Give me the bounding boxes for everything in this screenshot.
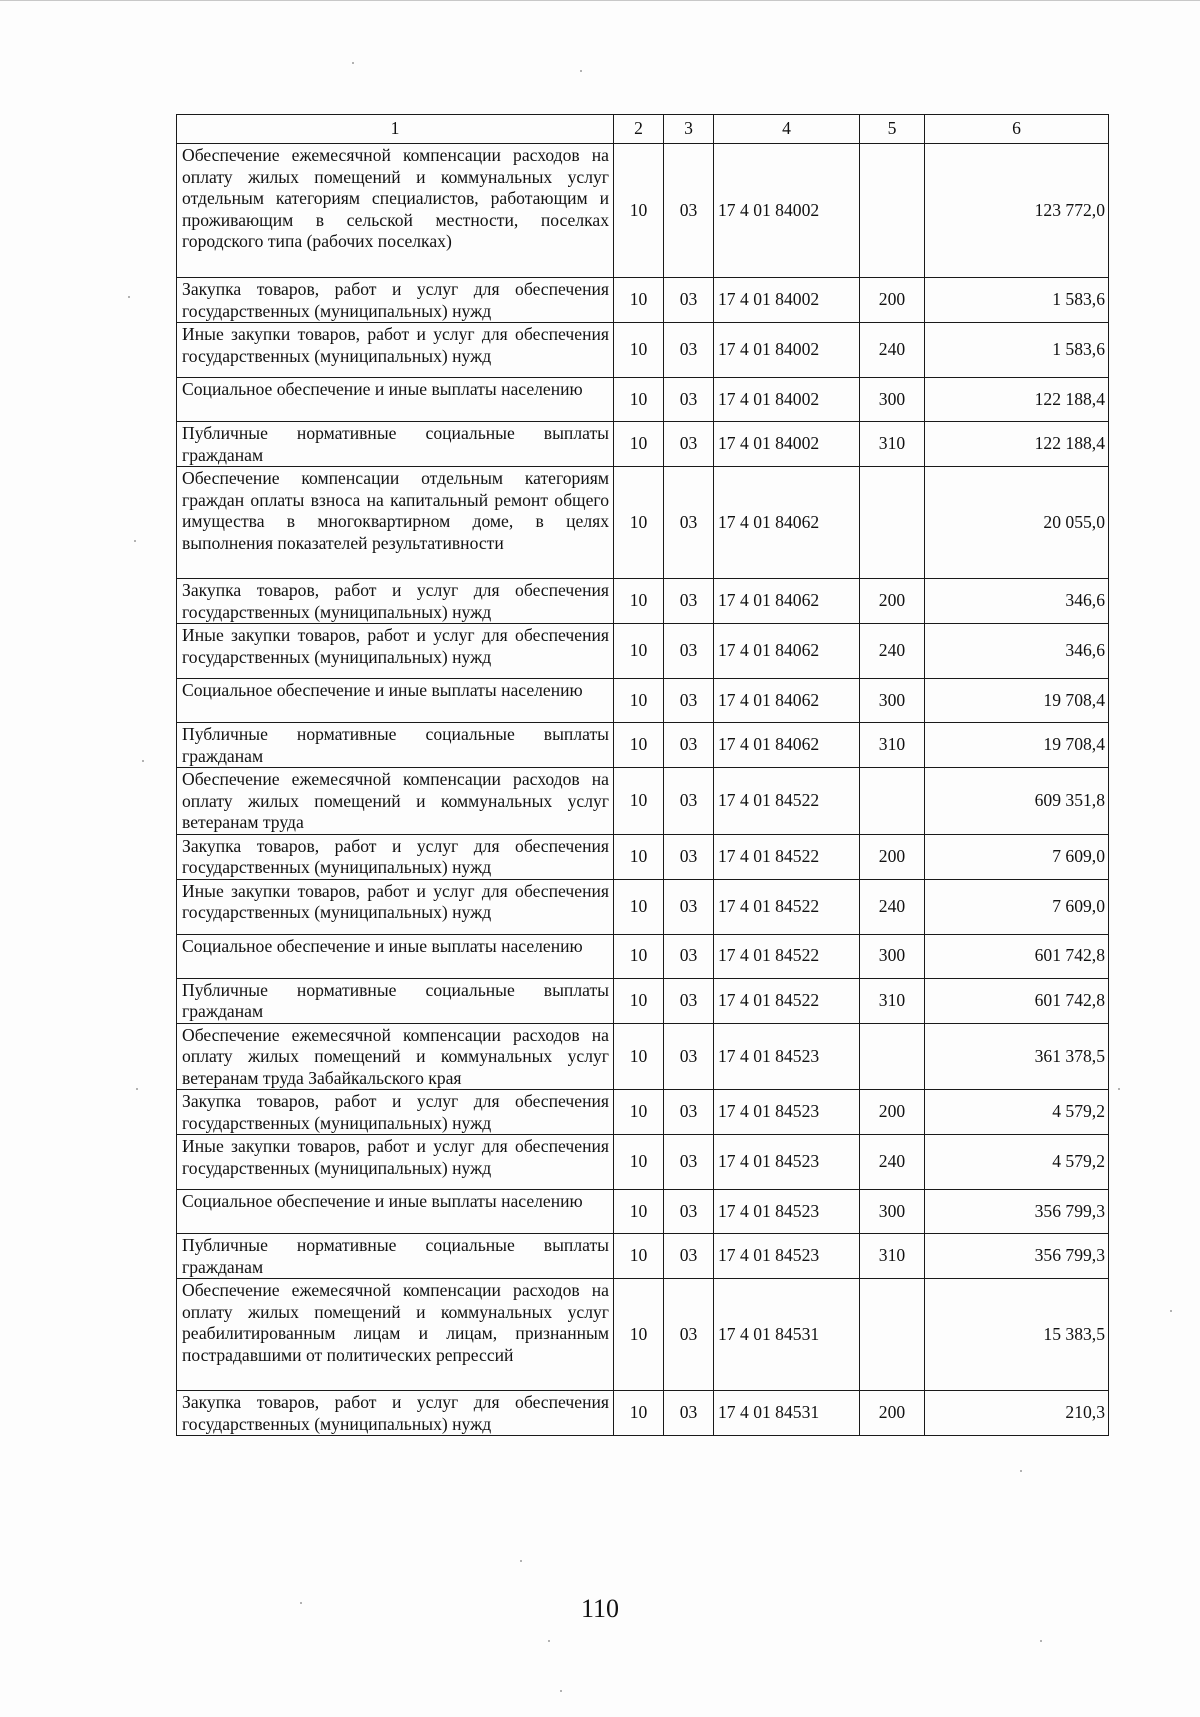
row-section-cell: 10 xyxy=(614,1090,664,1135)
row-section-cell: 10 xyxy=(614,679,664,723)
row-target-code-cell: 17 4 01 84002 xyxy=(714,144,860,278)
row-target-code-cell: 17 4 01 84523 xyxy=(714,1234,860,1279)
table-row xyxy=(177,1135,1109,1190)
row-subsection-cell: 03 xyxy=(664,879,714,934)
row-subsection-cell: 03 xyxy=(664,934,714,978)
row-name-cell: Публичные нормативные социальные выплаты гражданам xyxy=(177,422,614,467)
row-subsection-cell: 03 xyxy=(664,624,714,679)
row-target-code-cell: 17 4 01 84531 xyxy=(714,1391,860,1436)
row-amount-cell: 123 772,0 xyxy=(925,144,1109,278)
row-name-cell: Социальное обеспечение и иные выплаты населению xyxy=(177,1190,614,1234)
row-section-cell: 10 xyxy=(614,1234,664,1279)
row-expense-type-cell: 310 xyxy=(860,1234,925,1279)
row-expense-type-cell: 310 xyxy=(860,422,925,467)
row-name-cell: Обеспечение ежемесячной компенсации расходов на оплату жилых помещений и коммунальных услуг отдельным категориям специалистов, работающим и проживающим в сельской местности, поселках городского типа (рабочих поселках) xyxy=(177,144,614,278)
row-amount-cell: 1 583,6 xyxy=(925,278,1109,323)
row-amount-cell: 356 799,3 xyxy=(925,1190,1109,1234)
row-amount-cell: 210,3 xyxy=(925,1391,1109,1436)
scan-speck xyxy=(1040,1640,1042,1642)
row-subsection-cell: 03 xyxy=(664,422,714,467)
table-row xyxy=(177,378,1109,422)
row-name-cell: Публичные нормативные социальные выплаты гражданам xyxy=(177,978,614,1023)
row-amount-cell: 20 055,0 xyxy=(925,467,1109,579)
row-amount-cell: 356 799,3 xyxy=(925,1234,1109,1279)
page-number: 110 xyxy=(580,1594,620,1623)
row-subsection-cell: 03 xyxy=(664,278,714,323)
row-target-code-cell: 17 4 01 84522 xyxy=(714,934,860,978)
row-target-code-cell: 17 4 01 84523 xyxy=(714,1190,860,1234)
row-subsection-cell: 03 xyxy=(664,1190,714,1234)
table-row xyxy=(177,934,1109,978)
row-expense-type-cell: 300 xyxy=(860,1190,925,1234)
row-target-code-cell: 17 4 01 84523 xyxy=(714,1023,860,1090)
row-amount-cell: 1 583,6 xyxy=(925,323,1109,378)
table-row xyxy=(177,624,1109,679)
row-expense-type-cell: 200 xyxy=(860,579,925,624)
table-row xyxy=(177,768,1109,835)
row-amount-cell: 4 579,2 xyxy=(925,1090,1109,1135)
row-name-cell: Иные закупки товаров, работ и услуг для обеспечения государственных (муниципальных) нужд xyxy=(177,323,614,378)
row-section-cell: 10 xyxy=(614,934,664,978)
row-amount-cell: 601 742,8 xyxy=(925,978,1109,1023)
scan-speck xyxy=(142,760,144,762)
scan-speck xyxy=(520,1560,522,1562)
scan-speck xyxy=(1020,1470,1022,1472)
row-section-cell: 10 xyxy=(614,768,664,835)
table-row xyxy=(177,1391,1109,1436)
row-section-cell: 10 xyxy=(614,378,664,422)
row-target-code-cell: 17 4 01 84522 xyxy=(714,768,860,835)
table-header xyxy=(177,115,1109,144)
scan-speck xyxy=(134,540,136,542)
row-expense-type-cell xyxy=(860,467,925,579)
row-name-cell: Обеспечение ежемесячной компенсации расходов на оплату жилых помещений и коммунальных услуг ветеранам труда xyxy=(177,768,614,835)
row-subsection-cell: 03 xyxy=(664,1234,714,1279)
table-row xyxy=(177,144,1109,278)
row-amount-cell: 15 383,5 xyxy=(925,1279,1109,1391)
row-name-cell: Публичные нормативные социальные выплаты гражданам xyxy=(177,1234,614,1279)
row-subsection-cell: 03 xyxy=(664,834,714,879)
row-amount-cell: 361 378,5 xyxy=(925,1023,1109,1090)
row-name-cell: Иные закупки товаров, работ и услуг для обеспечения государственных (муниципальных) нужд xyxy=(177,624,614,679)
row-section-cell: 10 xyxy=(614,978,664,1023)
row-amount-cell: 346,6 xyxy=(925,579,1109,624)
table-row xyxy=(177,1279,1109,1391)
scan-speck xyxy=(1118,1088,1120,1090)
row-subsection-cell: 03 xyxy=(664,1135,714,1190)
header-col-1: 1 xyxy=(177,115,614,144)
row-expense-type-cell: 200 xyxy=(860,834,925,879)
row-section-cell: 10 xyxy=(614,278,664,323)
row-amount-cell: 7 609,0 xyxy=(925,834,1109,879)
scan-top-edge xyxy=(0,0,1200,5)
row-subsection-cell: 03 xyxy=(664,679,714,723)
header-col-6: 6 xyxy=(925,115,1109,144)
row-subsection-cell: 03 xyxy=(664,579,714,624)
row-section-cell: 10 xyxy=(614,323,664,378)
table-row xyxy=(177,1090,1109,1135)
row-section-cell: 10 xyxy=(614,1190,664,1234)
row-amount-cell: 4 579,2 xyxy=(925,1135,1109,1190)
row-name-cell: Закупка товаров, работ и услуг для обеспечения государственных (муниципальных) нужд xyxy=(177,1090,614,1135)
row-section-cell: 10 xyxy=(614,834,664,879)
row-subsection-cell: 03 xyxy=(664,144,714,278)
scan-speck xyxy=(352,62,354,64)
table-row xyxy=(177,978,1109,1023)
row-target-code-cell: 17 4 01 84522 xyxy=(714,978,860,1023)
row-section-cell: 10 xyxy=(614,624,664,679)
row-expense-type-cell: 200 xyxy=(860,278,925,323)
table-row xyxy=(177,1234,1109,1279)
row-expense-type-cell: 240 xyxy=(860,1135,925,1190)
row-subsection-cell: 03 xyxy=(664,1279,714,1391)
row-expense-type-cell: 310 xyxy=(860,723,925,768)
row-name-cell: Обеспечение ежемесячной компенсации расходов на оплату жилых помещений и коммунальных услуг реабилитированным лицам и лицам, признанным пострадавшими от политических репрессий xyxy=(177,1279,614,1391)
row-section-cell: 10 xyxy=(614,1135,664,1190)
row-expense-type-cell: 240 xyxy=(860,323,925,378)
row-name-cell: Закупка товаров, работ и услуг для обеспечения государственных (муниципальных) нужд xyxy=(177,579,614,624)
row-name-cell: Закупка товаров, работ и услуг для обеспечения государственных (муниципальных) нужд xyxy=(177,834,614,879)
row-name-cell: Иные закупки товаров, работ и услуг для обеспечения государственных (муниципальных) нужд xyxy=(177,879,614,934)
row-expense-type-cell: 310 xyxy=(860,978,925,1023)
row-section-cell: 10 xyxy=(614,422,664,467)
row-section-cell: 10 xyxy=(614,1391,664,1436)
header-row xyxy=(177,115,1109,144)
table-row xyxy=(177,323,1109,378)
row-target-code-cell: 17 4 01 84062 xyxy=(714,624,860,679)
row-amount-cell: 7 609,0 xyxy=(925,879,1109,934)
row-amount-cell: 346,6 xyxy=(925,624,1109,679)
row-subsection-cell: 03 xyxy=(664,323,714,378)
row-target-code-cell: 17 4 01 84523 xyxy=(714,1090,860,1135)
row-section-cell: 10 xyxy=(614,1279,664,1391)
row-expense-type-cell: 200 xyxy=(860,1391,925,1436)
table-row xyxy=(177,422,1109,467)
row-section-cell: 10 xyxy=(614,1023,664,1090)
table-row xyxy=(177,1190,1109,1234)
row-name-cell: Публичные нормативные социальные выплаты гражданам xyxy=(177,723,614,768)
table-row xyxy=(177,879,1109,934)
header-col-4: 4 xyxy=(714,115,860,144)
row-name-cell: Социальное обеспечение и иные выплаты населению xyxy=(177,679,614,723)
row-target-code-cell: 17 4 01 84062 xyxy=(714,723,860,768)
row-target-code-cell: 17 4 01 84062 xyxy=(714,467,860,579)
row-target-code-cell: 17 4 01 84002 xyxy=(714,323,860,378)
row-name-cell: Социальное обеспечение и иные выплаты населению xyxy=(177,378,614,422)
row-subsection-cell: 03 xyxy=(664,768,714,835)
row-target-code-cell: 17 4 01 84531 xyxy=(714,1279,860,1391)
scan-speck xyxy=(580,70,582,72)
row-expense-type-cell: 240 xyxy=(860,879,925,934)
row-amount-cell: 122 188,4 xyxy=(925,422,1109,467)
row-name-cell: Социальное обеспечение и иные выплаты населению xyxy=(177,934,614,978)
row-amount-cell: 19 708,4 xyxy=(925,679,1109,723)
row-expense-type-cell: 300 xyxy=(860,934,925,978)
row-amount-cell: 609 351,8 xyxy=(925,768,1109,835)
row-target-code-cell: 17 4 01 84002 xyxy=(714,278,860,323)
row-name-cell: Закупка товаров, работ и услуг для обеспечения государственных (муниципальных) нужд xyxy=(177,1391,614,1436)
row-name-cell: Иные закупки товаров, работ и услуг для обеспечения государственных (муниципальных) нужд xyxy=(177,1135,614,1190)
row-subsection-cell: 03 xyxy=(664,723,714,768)
row-expense-type-cell: 300 xyxy=(860,679,925,723)
row-expense-type-cell: 200 xyxy=(860,1090,925,1135)
row-amount-cell: 122 188,4 xyxy=(925,378,1109,422)
row-section-cell: 10 xyxy=(614,579,664,624)
table-row xyxy=(177,723,1109,768)
row-subsection-cell: 03 xyxy=(664,1391,714,1436)
row-expense-type-cell xyxy=(860,1279,925,1391)
row-name-cell: Закупка товаров, работ и услуг для обеспечения государственных (муниципальных) нужд xyxy=(177,278,614,323)
header-col-3: 3 xyxy=(664,115,714,144)
row-expense-type-cell: 240 xyxy=(860,624,925,679)
table-row xyxy=(177,467,1109,579)
scan-speck xyxy=(136,1088,138,1090)
scan-speck xyxy=(560,1690,562,1692)
row-target-code-cell: 17 4 01 84002 xyxy=(714,422,860,467)
row-amount-cell: 19 708,4 xyxy=(925,723,1109,768)
table-row xyxy=(177,679,1109,723)
row-subsection-cell: 03 xyxy=(664,378,714,422)
budget-table xyxy=(176,114,1109,1436)
scan-speck xyxy=(300,1602,302,1604)
row-section-cell: 10 xyxy=(614,467,664,579)
table-row xyxy=(177,1023,1109,1090)
table-body xyxy=(177,144,1109,1436)
row-expense-type-cell xyxy=(860,768,925,835)
row-subsection-cell: 03 xyxy=(664,1023,714,1090)
row-expense-type-cell xyxy=(860,144,925,278)
scan-speck xyxy=(128,296,130,298)
header-col-5: 5 xyxy=(860,115,925,144)
row-section-cell: 10 xyxy=(614,723,664,768)
row-target-code-cell: 17 4 01 84062 xyxy=(714,679,860,723)
scan-speck xyxy=(1170,1310,1172,1312)
table-row xyxy=(177,579,1109,624)
row-target-code-cell: 17 4 01 84062 xyxy=(714,579,860,624)
row-target-code-cell: 17 4 01 84002 xyxy=(714,378,860,422)
row-expense-type-cell: 300 xyxy=(860,378,925,422)
row-subsection-cell: 03 xyxy=(664,1090,714,1135)
row-expense-type-cell xyxy=(860,1023,925,1090)
row-target-code-cell: 17 4 01 84522 xyxy=(714,879,860,934)
row-section-cell: 10 xyxy=(614,144,664,278)
row-target-code-cell: 17 4 01 84523 xyxy=(714,1135,860,1190)
row-subsection-cell: 03 xyxy=(664,978,714,1023)
row-name-cell: Обеспечение ежемесячной компенсации расходов на оплату жилых помещений и коммунальных услуг ветеранам труда Забайкальского края xyxy=(177,1023,614,1090)
row-name-cell: Обеспечение компенсации отдельным категориям граждан оплаты взноса на капитальный ремонт общего имущества в многоквартирном доме, в целях выполнения показателей результативности xyxy=(177,467,614,579)
table-row xyxy=(177,278,1109,323)
row-target-code-cell: 17 4 01 84522 xyxy=(714,834,860,879)
scan-speck xyxy=(548,1640,550,1642)
row-section-cell: 10 xyxy=(614,879,664,934)
header-col-2: 2 xyxy=(614,115,664,144)
row-subsection-cell: 03 xyxy=(664,467,714,579)
row-amount-cell: 601 742,8 xyxy=(925,934,1109,978)
table-row xyxy=(177,834,1109,879)
